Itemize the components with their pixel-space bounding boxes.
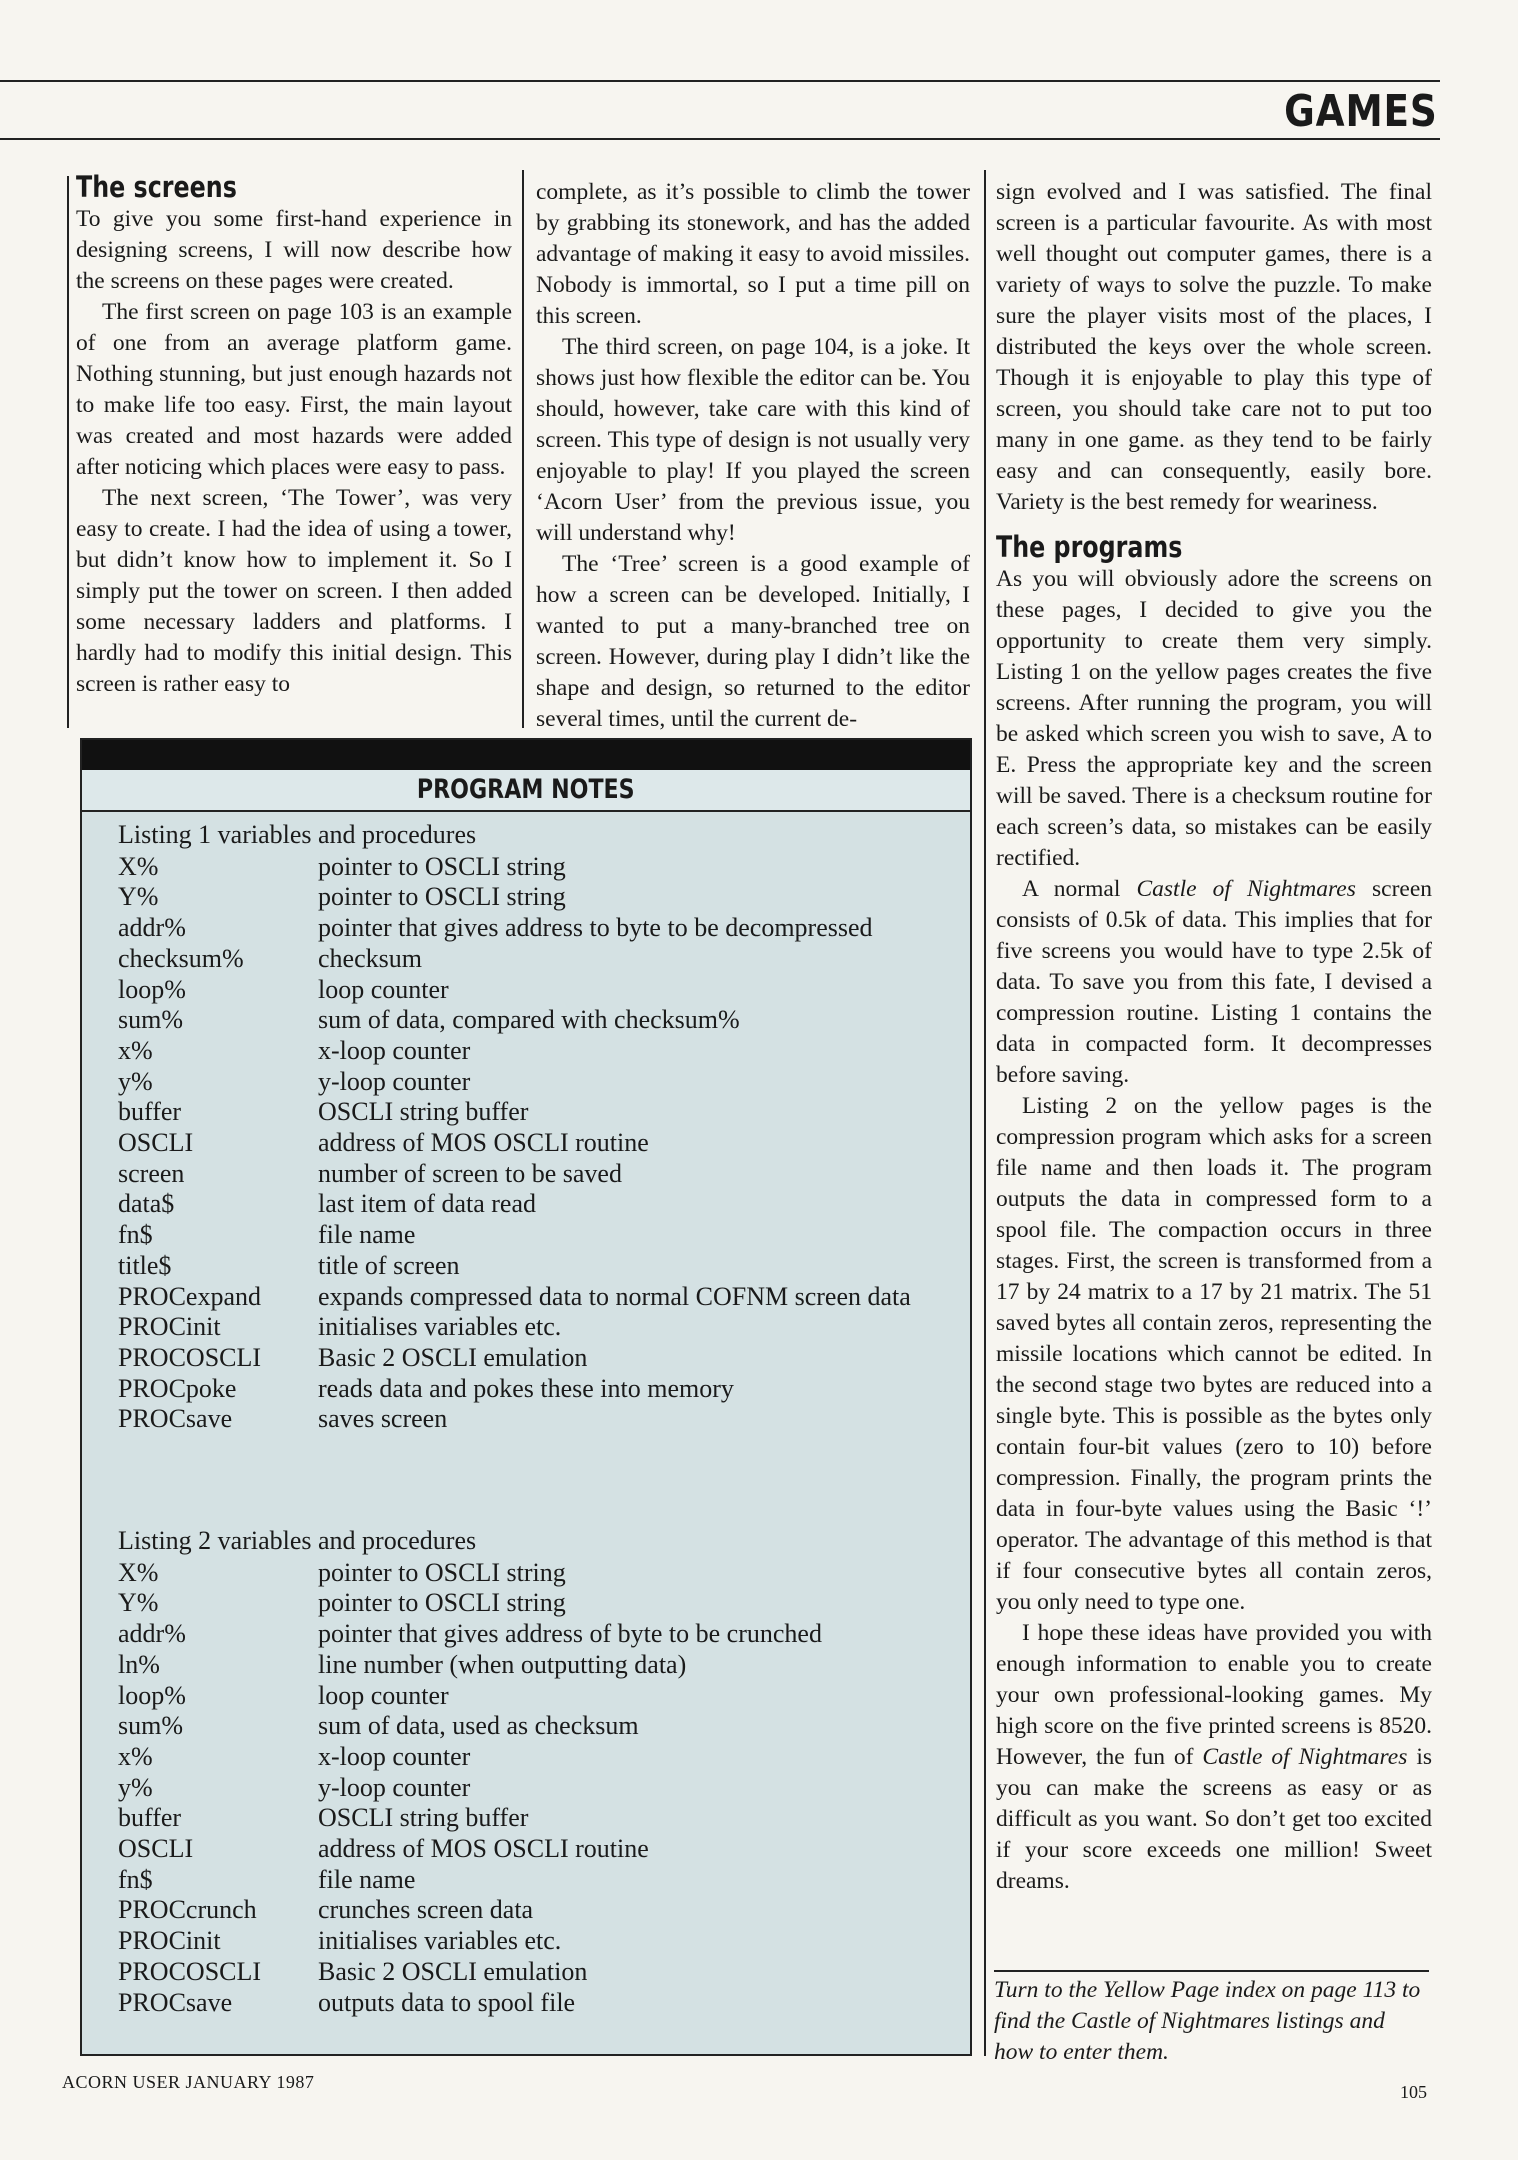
variable-description: pointer to OSCLI string — [318, 1588, 566, 1618]
section-rule — [0, 138, 1440, 140]
variable-name: loop% — [118, 1680, 186, 1710]
variable-name: PROCinit — [118, 1312, 221, 1342]
variable-description: outputs data to spool file — [318, 1987, 576, 2017]
variable-name: sum% — [118, 1005, 183, 1035]
variable-name: PROCinit — [118, 1926, 221, 1956]
variable-name: buffer — [118, 1803, 182, 1833]
variable-row — [118, 1957, 958, 1988]
variable-name: title$ — [118, 1250, 172, 1280]
variable-row — [118, 1312, 958, 1343]
variable-name: Y% — [118, 1588, 159, 1618]
variable-description: initialises variables etc. — [318, 1312, 562, 1342]
variable-name: PROCpoke — [118, 1373, 237, 1403]
variable-row — [118, 1926, 958, 1957]
heading-the-screens: The screens — [76, 170, 237, 204]
variable-description: pointer that gives address to byte to be decompressed — [318, 913, 873, 943]
column-1 — [76, 170, 512, 700]
listing-2-table — [118, 1526, 958, 2018]
variable-row — [118, 975, 958, 1006]
paragraph: As you will obviously adore the screens on these pages, I decided to give you the opportunity to create them very simply. Listing 1 on the yellow pages creates the five screens. After running the program, you will be asked which screen you wish to save, A to E. Press the appropriate key and the screen will be saved. There is a checksum routine for each screen’s data, so mistakes can be easily rectified. — [996, 566, 1432, 871]
variable-name: y% — [118, 1772, 153, 1802]
variable-row — [118, 1773, 958, 1804]
variable-name: Y% — [118, 882, 159, 912]
variable-row — [118, 1189, 958, 1220]
heading-the-programs: The programs — [996, 530, 1183, 564]
variable-name: X% — [118, 1557, 159, 1587]
variable-description: last item of data read — [318, 1189, 537, 1219]
page-number: 105 — [1400, 2082, 1427, 2102]
program-notes-box — [80, 738, 972, 2056]
variable-description: address of MOS OSCLI routine — [318, 1128, 649, 1158]
program-notes-title: PROGRAM NOTES — [82, 770, 970, 812]
variable-row — [118, 1343, 958, 1374]
column-rule-middle — [522, 170, 524, 728]
variable-description: Basic 2 OSCLI emulation — [318, 1342, 588, 1372]
column-3 — [996, 177, 1432, 1897]
variable-name: sum% — [118, 1711, 183, 1741]
variable-row — [118, 1895, 958, 1926]
variable-description: expands compressed data to normal COFNM screen data — [318, 1281, 911, 1311]
listing-1-heading: Listing 1 variables and procedures — [118, 820, 477, 849]
variable-name: fn$ — [118, 1220, 153, 1250]
variable-row — [118, 1558, 958, 1589]
variable-row — [118, 1097, 958, 1128]
variable-row — [118, 1803, 958, 1834]
callout-note: Turn to the Yellow Page index on page 113 to find the Castle of Nightmares listings and how to enter them. — [994, 1970, 1429, 2068]
paragraph: complete, as it’s possible to climb the tower by grabbing its stonework, and has the added advantage of making it easy to avoid missiles. Nobody is immortal, so I put a time pill on this screen. — [536, 179, 970, 329]
variable-row — [118, 1251, 958, 1282]
variable-name: checksum% — [118, 943, 244, 973]
top-rule — [0, 80, 1440, 82]
variable-name: y% — [118, 1066, 153, 1096]
variable-name: x% — [118, 1741, 153, 1771]
variable-row — [118, 1220, 958, 1251]
variable-description: file name — [318, 1864, 416, 1894]
variable-name: ln% — [118, 1649, 160, 1679]
listing-2-heading: Listing 2 variables and procedures — [118, 1526, 477, 1555]
variable-description: y-loop counter — [318, 1066, 471, 1096]
variable-description: loop counter — [318, 974, 449, 1004]
variable-name: data$ — [118, 1189, 175, 1219]
variable-description: sum of data, compared with checksum% — [318, 1005, 740, 1035]
variable-name: buffer — [118, 1097, 182, 1127]
section-label: GAMES — [1284, 86, 1438, 137]
variable-row — [118, 852, 958, 883]
variable-row — [118, 944, 958, 975]
variable-description: pointer that gives address of byte to be crunched — [318, 1619, 822, 1649]
variable-row — [118, 1374, 958, 1405]
paragraph: The ‘Tree’ screen is a good example of how a screen can be developed. Initially, I wanted to put a many-branched tree on screen. However, during play I didn’t like the shape and design, so returned to the editor several times, until the current de- — [536, 551, 970, 732]
paragraph: I hope these ideas have provided you with enough information to enable you to create your own professional-looking games. My high score on the five printed screens is 8520. However, the fun of Castle of Nightmares is you can make the screens as easy or as difficult as you want. So don’t get too excited if your score exceeds one million! Sweet dreams. — [996, 1620, 1432, 1894]
variable-description: title of screen — [318, 1250, 460, 1280]
variable-row — [118, 1404, 958, 1435]
listing-1-table — [118, 820, 958, 1435]
variable-name: OSCLI — [118, 1128, 194, 1158]
variable-description: initialises variables etc. — [318, 1926, 562, 1956]
column-2 — [536, 177, 970, 735]
paragraph: The next screen, ‘The Tower’, was very easy to create. I had the idea of using a tower, but didn’t know how to implement it. So I simply put the tower on screen. I then added some necessary ladders and platforms. I hardly had to modify this initial design. This screen is rather easy to — [76, 485, 512, 697]
variable-row — [118, 1159, 958, 1190]
variable-description: pointer to OSCLI string — [318, 882, 566, 912]
variable-row — [118, 1005, 958, 1036]
variable-description: file name — [318, 1220, 416, 1250]
variable-name: PROCsave — [118, 1987, 233, 2017]
variable-row — [118, 913, 958, 944]
variable-name: OSCLI — [118, 1834, 194, 1864]
variable-row — [118, 1588, 958, 1619]
variable-description: pointer to OSCLI string — [318, 851, 566, 881]
variable-name: PROCOSCLI — [118, 1342, 262, 1372]
variable-description: pointer to OSCLI string — [318, 1557, 566, 1587]
variable-description: OSCLI string buffer — [318, 1097, 529, 1127]
variable-description: sum of data, used as checksum — [318, 1711, 639, 1741]
variable-name: loop% — [118, 974, 186, 1004]
variable-description: reads data and pokes these into memory — [318, 1373, 734, 1403]
paragraph: The third screen, on page 104, is a joke. It shows just how flexible the editor can be. You should, however, take care with this kind of screen. This type of design is not usually very enjoyable to play! If you played the screen ‘Acorn User’ from the previous issue, you will understand why! — [536, 334, 970, 546]
variable-row — [118, 1036, 958, 1067]
variable-description: loop counter — [318, 1680, 449, 1710]
variable-description: line number (when outputting data) — [318, 1649, 687, 1679]
footer-publication: ACORN USER JANUARY 1987 — [62, 2072, 315, 2092]
variable-row — [118, 1711, 958, 1742]
variable-row — [118, 882, 958, 913]
variable-description: crunches screen data — [318, 1895, 534, 1925]
variable-name: addr% — [118, 1619, 186, 1649]
variable-name: screen — [118, 1158, 185, 1188]
variable-name: X% — [118, 851, 159, 881]
variable-name: x% — [118, 1035, 153, 1065]
variable-row — [118, 1128, 958, 1159]
column-rule-right — [984, 170, 986, 2056]
variable-name: PROCsave — [118, 1404, 233, 1434]
variable-row — [118, 1619, 958, 1650]
variable-description: checksum — [318, 943, 422, 973]
paragraph: sign evolved and I was satisfied. The final screen is a particular favourite. As with most well thought out computer games, there is a variety of ways to solve the puzzle. To make sure the player visits most of the places, I distributed the keys over the whole screen. Though it is enjoyable to play this type of screen, you should take care not to put too many in one game. as they tend to be fairly easy and can consequently, easily bore. Variety is the best remedy for weariness. — [996, 179, 1432, 515]
variable-row — [118, 1742, 958, 1773]
variable-row — [118, 1988, 958, 2019]
paragraph: The first screen on page 103 is an example of one from an average platform game. Nothing stunning, but just enough hazards not to make life too easy. First, the main layout was created and most hazards were added after noticing which places were easy to pass. — [76, 299, 512, 480]
variable-description: x-loop counter — [318, 1035, 471, 1065]
variable-description: number of screen to be saved — [318, 1158, 622, 1188]
paragraph: To give you some first-hand experience in designing screens, I will now describe how the screens on these pages were created. — [76, 206, 512, 294]
program-notes-bar — [82, 740, 970, 770]
column-rule-left — [67, 176, 69, 728]
paragraph: Listing 2 on the yellow pages is the compression program which asks for a screen file name and then loads it. The program outputs the data in compressed form to a spool file. The compaction occurs in three stages. First, the screen is transformed from a 17 by 24 matrix to a 17 by 21 matrix. The 51 saved bytes all contain zeros, representing the missile locations which cannot be edited. In the second stage two bytes are reduced into a single byte. This is possible as the bytes only contain four-bit values (zero to 10) before compression. Finally, the program prints the data in four-byte values using the Basic ‘!’ operator. The advantage of this method is that if four consecutive bytes all contain zeros, you only need to type one. — [996, 1093, 1432, 1615]
variable-description: y-loop counter — [318, 1772, 471, 1802]
variable-row — [118, 1282, 958, 1313]
paragraph: A normal Castle of Nightmares screen consists of 0.5k of data. This implies that for five screens you would have to type 2.5k of data. To save you from this fate, I devised a compression routine. Listing 1 contains the data in compacted form. It decompresses before saving. — [996, 876, 1433, 1088]
variable-description: saves screen — [318, 1404, 448, 1434]
variable-row — [118, 1650, 958, 1681]
variable-description: address of MOS OSCLI routine — [318, 1834, 649, 1864]
variable-name: PROCcrunch — [118, 1895, 257, 1925]
variable-row — [118, 1067, 958, 1098]
variable-description: x-loop counter — [318, 1741, 471, 1771]
variable-row — [118, 1681, 958, 1712]
variable-description: OSCLI string buffer — [318, 1803, 529, 1833]
variable-name: fn$ — [118, 1864, 153, 1894]
variable-name: PROCOSCLI — [118, 1956, 262, 1986]
variable-row — [118, 1834, 958, 1865]
variable-description: Basic 2 OSCLI emulation — [318, 1956, 588, 1986]
variable-row — [118, 1865, 958, 1896]
variable-name: PROCexpand — [118, 1281, 261, 1311]
variable-name: addr% — [118, 913, 186, 943]
